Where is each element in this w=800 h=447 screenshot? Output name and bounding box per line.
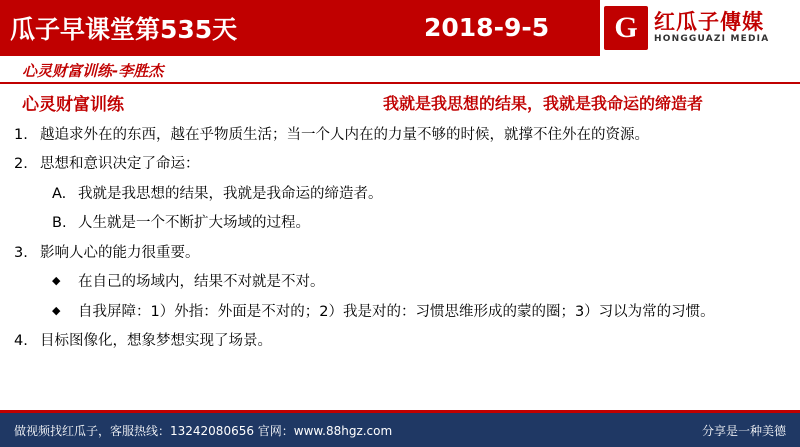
header-title: 瓜子早课堂第535天 <box>10 15 238 44</box>
logo-mark-icon: G <box>604 6 648 50</box>
logo-text-en: HONGGUAZI MEDIA <box>654 34 770 45</box>
header-date: 2018-9-5 <box>424 13 550 42</box>
list-bullet-icon: ◆ <box>52 303 61 317</box>
brand-logo <box>600 0 800 56</box>
list-item <box>0 242 800 264</box>
list-item-text: 人生就是一个不断扩大场域的过程。 <box>78 215 310 232</box>
logo-text-cn: 红瓜子傳媒 <box>654 10 764 35</box>
list-marker: A. <box>52 185 67 202</box>
list-marker: 2. <box>14 156 28 173</box>
list-item-text: 思想和意识决定了命运： <box>40 156 200 173</box>
slide-footer <box>0 413 800 447</box>
list-item <box>0 301 800 323</box>
list-item-text: 在自己的场域内，结果不对就是不对。 <box>78 274 325 291</box>
slide-header <box>0 0 800 56</box>
page-subtitle-highlight: 我就是我思想的结果，我就是我命运的缔造者 <box>383 94 704 113</box>
footer-contact-text: 做视频找红瓜子，客服热线：13242080656 官网：www.88hgz.com <box>14 424 393 438</box>
list-item <box>0 271 800 293</box>
subheader-text: 心灵财富训练-李胜杰 <box>22 62 164 80</box>
list-marker: 4. <box>14 333 28 350</box>
list-bullet-icon: ◆ <box>52 274 61 288</box>
list-marker: B. <box>52 215 67 232</box>
list-item <box>0 183 800 205</box>
list-item-text: 越追求外在的东西，越在乎物质生活；当一个人内在的力量不够的时候，就撑不住外在的资源。 <box>40 127 649 143</box>
slide-title-row <box>0 90 800 116</box>
footer-slogan-text: 分享是一种美德 <box>701 424 786 438</box>
list-marker: 1. <box>14 127 28 143</box>
list-item <box>0 330 800 352</box>
page-title: 心灵财富训练 <box>22 95 124 115</box>
list-item <box>0 153 800 175</box>
list-item-text: 影响人心的能力很重要。 <box>40 244 200 261</box>
list-item <box>0 124 800 146</box>
list-item-text: 自我屏障：1）外指：外面是不对的；2）我是对的：习惯思维形成的蒙的圈；3）习以为常的习惯。 <box>78 303 715 320</box>
list-item <box>0 212 800 234</box>
list-item-text: 我就是我思想的结果，我就是我命运的缔造者。 <box>78 185 383 202</box>
logo-text <box>654 11 769 44</box>
content-list <box>0 124 800 360</box>
slide-subheader <box>0 56 800 84</box>
list-marker: 3. <box>14 244 28 261</box>
list-item-text: 目标图像化，想象梦想实现了场景。 <box>40 333 272 350</box>
